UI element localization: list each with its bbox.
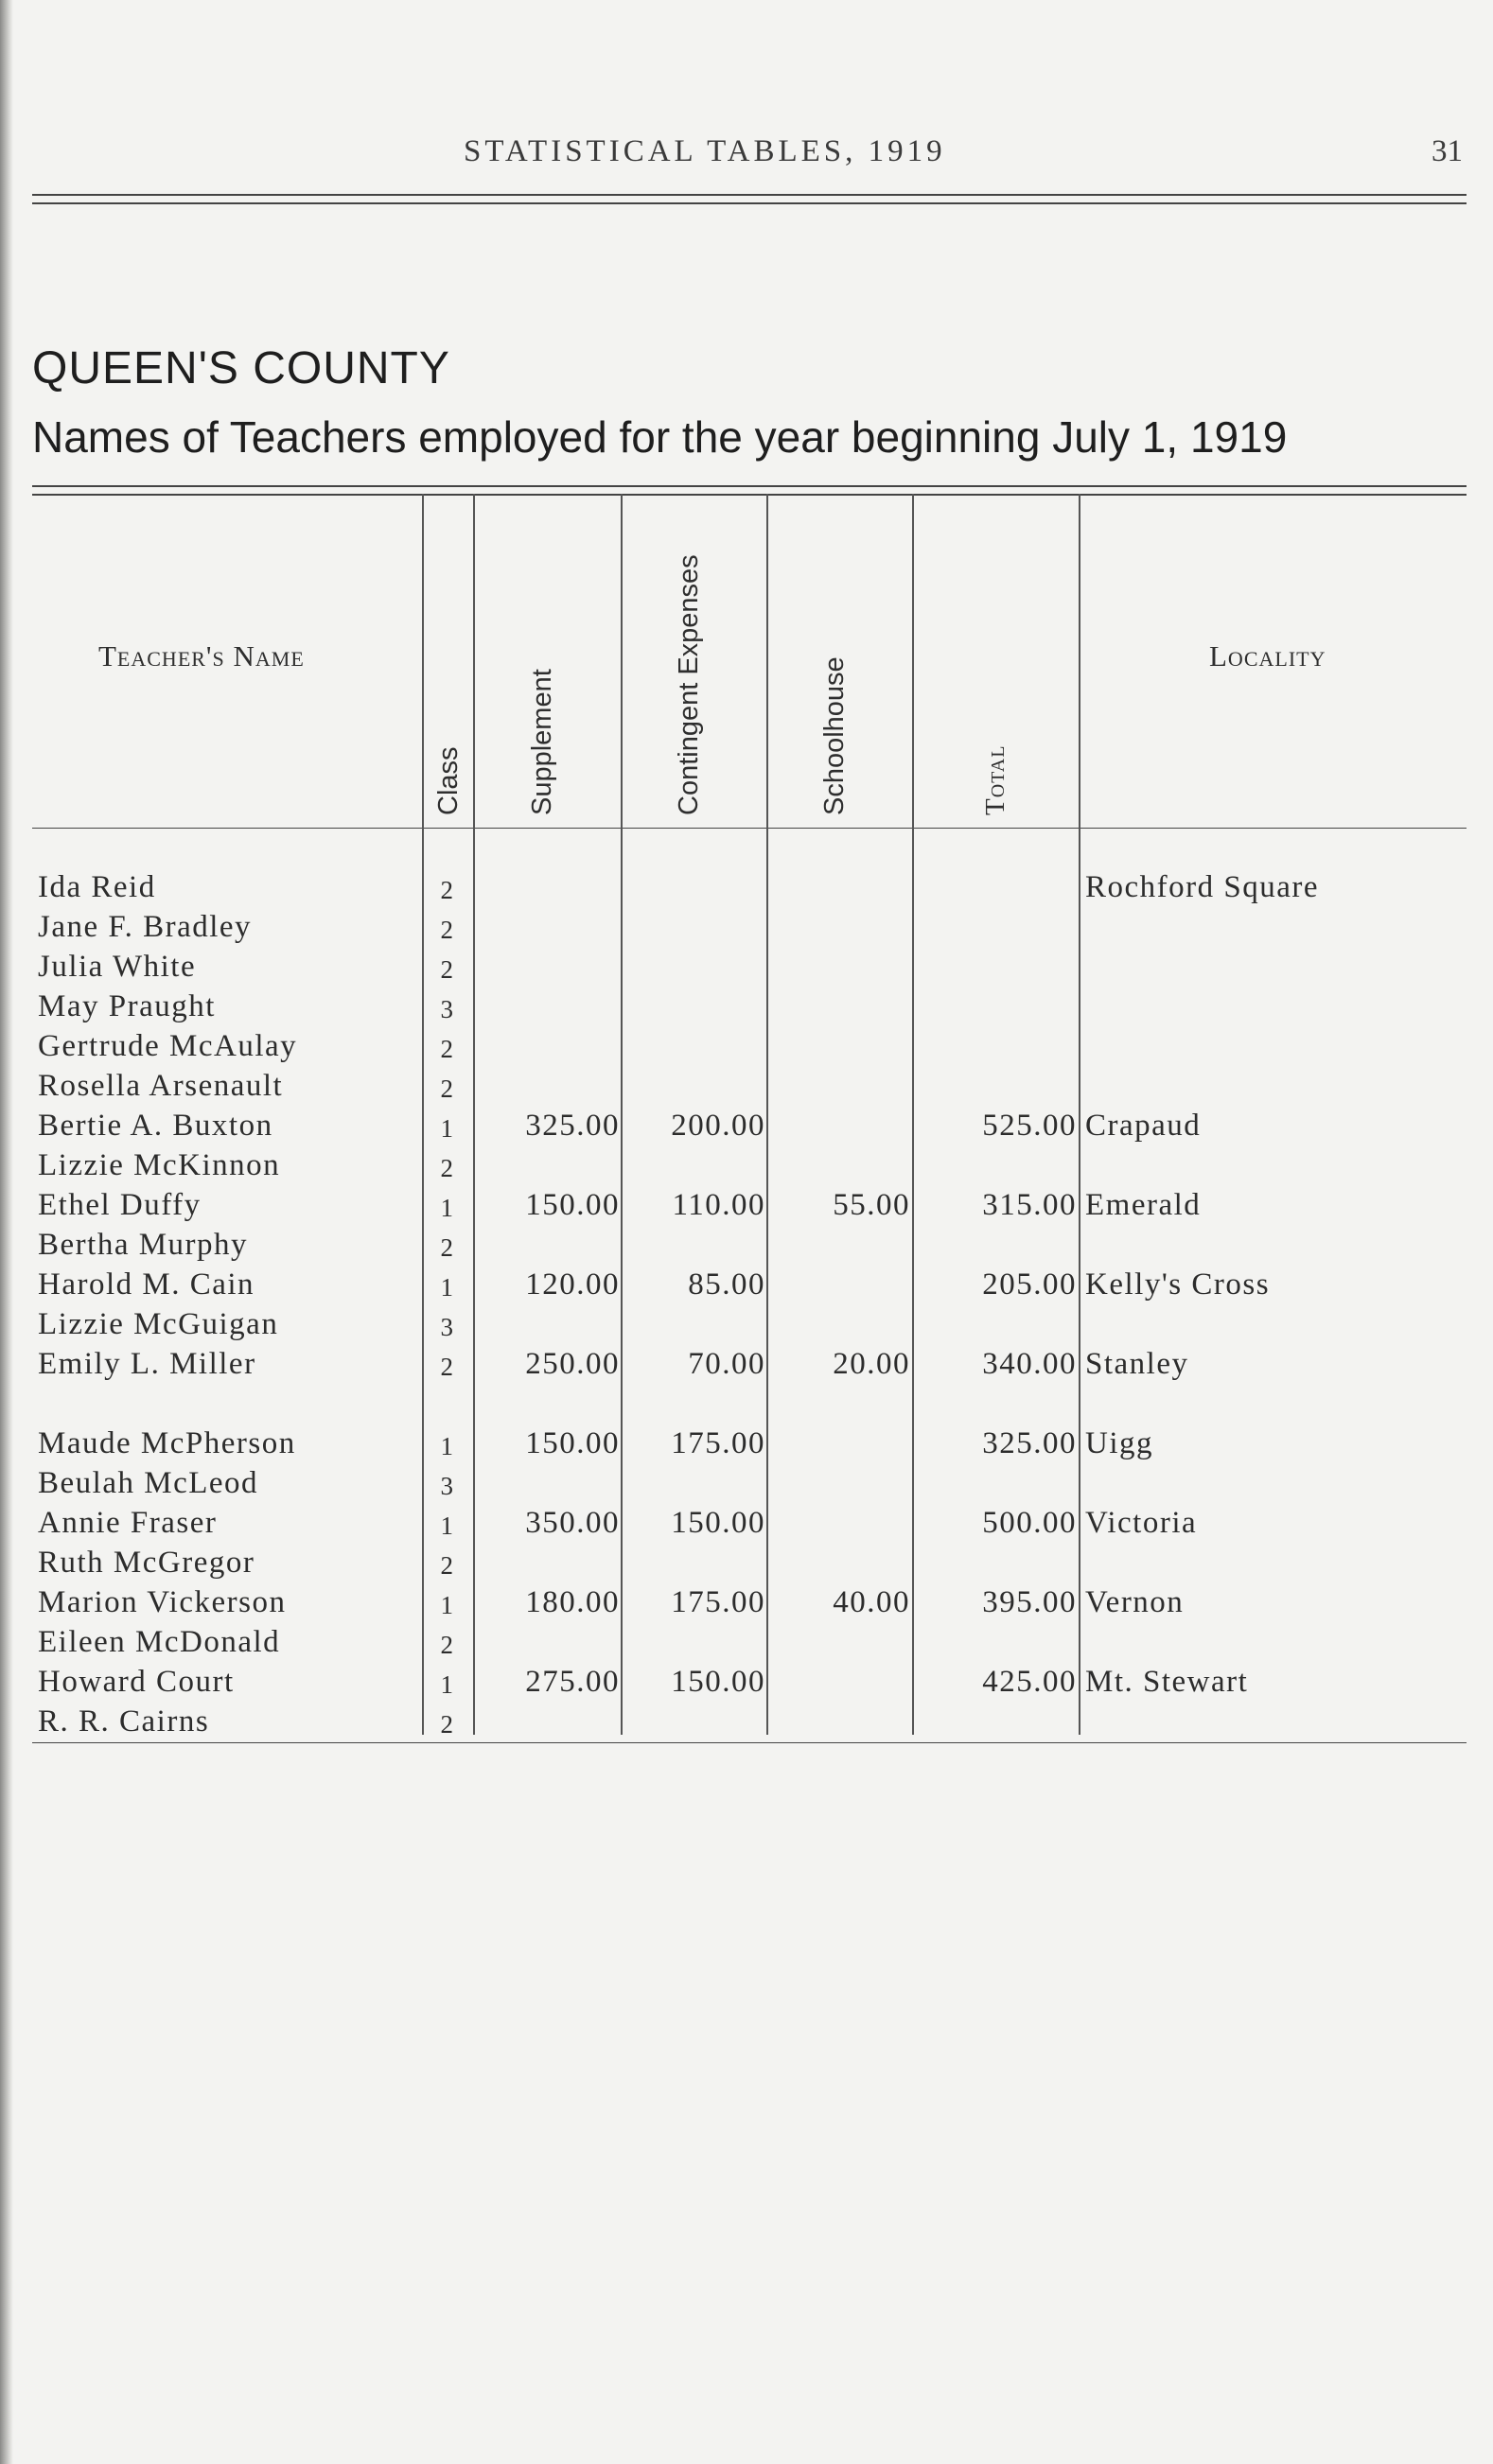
total-amount: 340.00 [982, 1347, 1077, 1381]
teacher-name: Rosella Arsenault [38, 1069, 284, 1103]
total-amount: 325.00 [982, 1426, 1077, 1460]
supplement-amount: 150.00 [525, 1426, 620, 1460]
table-row [0, 1228, 1493, 1267]
column-header-name: Teacher's Name [98, 639, 305, 673]
teacher-name: Eileen McDonald [38, 1625, 281, 1659]
locality: Stanley [1085, 1347, 1189, 1381]
locality: Mt. Stewart [1085, 1665, 1249, 1699]
table-row [0, 1267, 1493, 1307]
teacher-name: Lizzie McGuigan [38, 1307, 279, 1341]
teacher-class: 2 [440, 1551, 455, 1580]
contingent-amount: 150.00 [671, 1506, 765, 1540]
teacher-class: 1 [440, 1512, 455, 1540]
contingent-amount: 110.00 [672, 1188, 765, 1222]
table-subtitle: Names of Teachers employed for the year beginning July 1, 1919 [32, 412, 1288, 462]
table-row [0, 1704, 1493, 1744]
teacher-name: Bertha Murphy [38, 1228, 249, 1262]
table-row [0, 1546, 1493, 1585]
teacher-name: Harold M. Cain [38, 1267, 255, 1302]
table-row [0, 950, 1493, 989]
teacher-class: 2 [440, 876, 455, 904]
teacher-class: 2 [440, 1353, 455, 1381]
teacher-name: Beulah McLeod [38, 1466, 259, 1500]
table-row [0, 1307, 1493, 1347]
teacher-class: 1 [440, 1670, 455, 1699]
teacher-class: 2 [440, 916, 455, 944]
supplement-amount: 350.00 [525, 1506, 620, 1540]
teacher-class: 2 [440, 1233, 455, 1262]
table-bottom-rule [32, 1742, 1467, 1743]
column-header-supplement: Supplement [527, 669, 557, 815]
locality: Crapaud [1085, 1109, 1202, 1143]
table-row [0, 1148, 1493, 1188]
teacher-class: 3 [440, 995, 455, 1023]
total-amount: 500.00 [982, 1506, 1077, 1540]
locality: Emerald [1085, 1188, 1202, 1222]
locality: Victoria [1085, 1506, 1198, 1540]
teacher-name: Ruth McGregor [38, 1546, 255, 1580]
table-row [0, 1585, 1493, 1625]
teacher-name: Bertie A. Buxton [38, 1109, 273, 1143]
locality: Kelly's Cross [1085, 1267, 1271, 1302]
contingent-amount: 70.00 [688, 1347, 765, 1381]
running-head [0, 134, 1493, 172]
teacher-name: May Praught [38, 989, 216, 1023]
total-amount: 315.00 [982, 1188, 1077, 1222]
table-row [0, 1188, 1493, 1228]
contingent-amount: 175.00 [671, 1585, 765, 1619]
column-header-locality: Locality [1209, 639, 1326, 673]
county-heading: QUEEN'S COUNTY [32, 343, 450, 393]
teacher-class: 1 [440, 1273, 455, 1302]
locality: Vernon [1085, 1585, 1185, 1619]
table-row [0, 1347, 1493, 1387]
table-top-rule [32, 485, 1467, 487]
table-row [0, 1625, 1493, 1665]
teacher-name: Annie Fraser [38, 1506, 218, 1540]
supplement-amount: 325.00 [525, 1109, 620, 1143]
contingent-amount: 85.00 [688, 1267, 765, 1302]
teacher-name: Howard Court [38, 1665, 235, 1699]
table-row [0, 1069, 1493, 1109]
column-header-schoolhouse: Schoolhouse [819, 656, 850, 815]
page-number: 31 [1432, 134, 1463, 168]
table-row [0, 1426, 1493, 1466]
teacher-class: 1 [440, 1591, 455, 1619]
supplement-amount: 150.00 [525, 1188, 620, 1222]
total-amount: 395.00 [982, 1585, 1077, 1619]
total-amount: 205.00 [982, 1267, 1077, 1302]
supplement-amount: 180.00 [525, 1585, 620, 1619]
teacher-name: Lizzie McKinnon [38, 1148, 281, 1182]
teacher-class: 2 [440, 1154, 455, 1182]
table-row [0, 1109, 1493, 1148]
table-row [0, 1665, 1493, 1704]
schoolhouse-amount: 55.00 [833, 1188, 910, 1222]
teacher-name: R. R. Cairns [38, 1704, 210, 1739]
teacher-name: Julia White [38, 950, 197, 984]
table-row [0, 870, 1493, 910]
teacher-class: 2 [440, 1631, 455, 1659]
locality: Uigg [1085, 1426, 1153, 1460]
teacher-class: 2 [440, 1035, 455, 1063]
supplement-amount: 120.00 [525, 1267, 620, 1302]
table-row [0, 910, 1493, 950]
teacher-class: 1 [440, 1114, 455, 1143]
teacher-name: Gertrude McAulay [38, 1029, 298, 1063]
header-rule [32, 194, 1467, 196]
column-header-class: Class [433, 746, 464, 815]
running-title: STATISTICAL TABLES, 1919 [464, 134, 946, 168]
teacher-class: 2 [440, 1075, 455, 1103]
teacher-class: 3 [440, 1472, 455, 1500]
teacher-class: 1 [440, 1432, 455, 1460]
column-header-contingent: Contingent Expenses [674, 554, 704, 815]
teacher-name: Ethel Duffy [38, 1188, 202, 1222]
contingent-amount: 150.00 [671, 1665, 765, 1699]
table-row [0, 1466, 1493, 1506]
header-bottom-rule [32, 828, 1467, 829]
contingent-amount: 200.00 [671, 1109, 765, 1143]
teacher-name: Jane F. Bradley [38, 910, 253, 944]
table-row [0, 989, 1493, 1029]
table-row [0, 1506, 1493, 1546]
teacher-name: Emily L. Miller [38, 1347, 256, 1381]
teacher-class: 2 [440, 955, 455, 984]
locality: Rochford Square [1085, 870, 1320, 904]
supplement-amount: 250.00 [525, 1347, 620, 1381]
schoolhouse-amount: 40.00 [833, 1585, 910, 1619]
teacher-class: 2 [440, 1710, 455, 1739]
header-rule [32, 202, 1467, 204]
total-amount: 525.00 [982, 1109, 1077, 1143]
contingent-amount: 175.00 [671, 1426, 765, 1460]
table-row [0, 1029, 1493, 1069]
teacher-name: Ida Reid [38, 870, 156, 904]
schoolhouse-amount: 20.00 [833, 1347, 910, 1381]
total-amount: 425.00 [982, 1665, 1077, 1699]
teacher-class: 3 [440, 1313, 455, 1341]
teacher-name: Marion Vickerson [38, 1585, 287, 1619]
teacher-class: 1 [440, 1194, 455, 1222]
supplement-amount: 275.00 [525, 1665, 620, 1699]
column-header-total: Total [980, 744, 1010, 815]
teacher-name: Maude McPherson [38, 1426, 296, 1460]
table-top-rule [32, 494, 1467, 496]
